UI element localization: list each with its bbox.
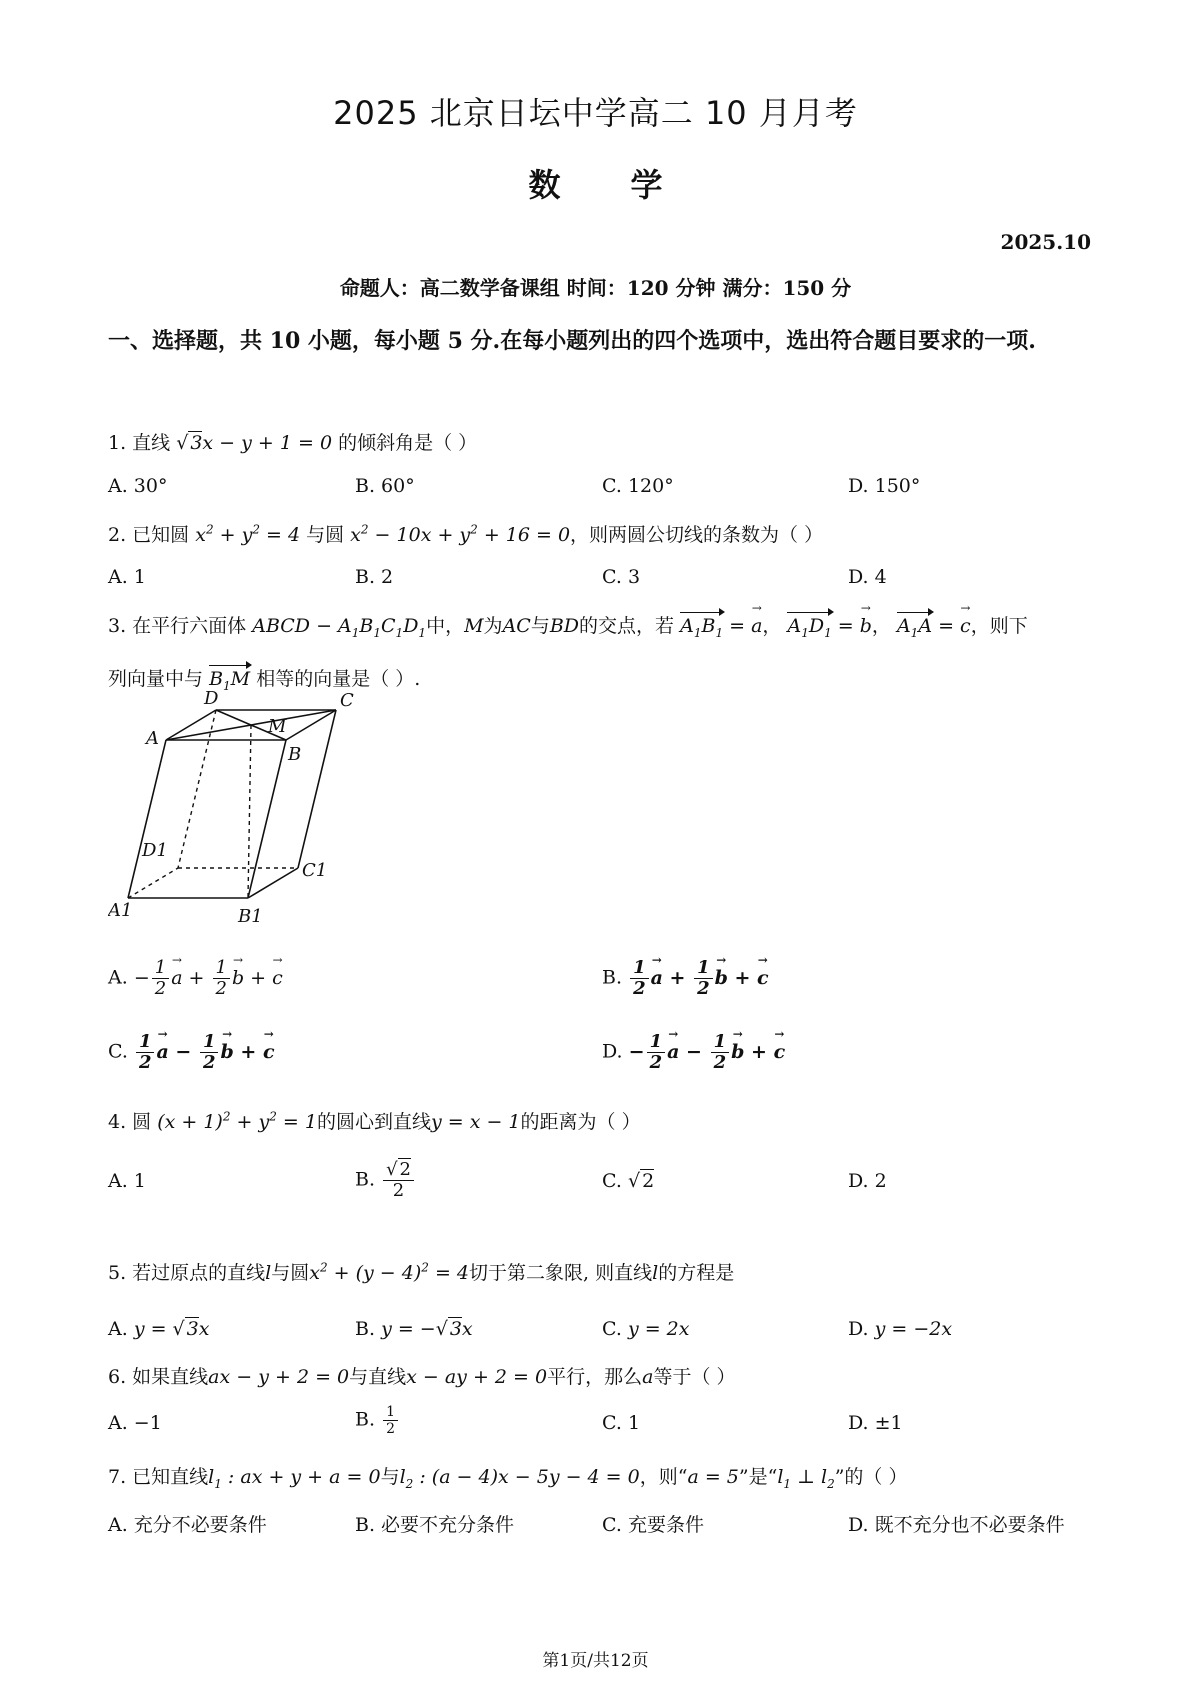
exam-date: 2025.10 xyxy=(1000,230,1091,254)
q7-option-a[interactable]: A. 充分不必要条件 xyxy=(108,1514,267,1536)
q6-option-d[interactable]: D. ±1 xyxy=(848,1412,903,1434)
q4-option-a[interactable]: A. 1 xyxy=(108,1170,146,1192)
q6-option-c[interactable]: C. 1 xyxy=(602,1412,641,1434)
label-m: M xyxy=(268,716,287,737)
q2-option-a[interactable]: A. 1 xyxy=(108,566,146,588)
edge-cc1 xyxy=(298,710,336,868)
q3-option-a[interactable]: A. − $\frac{1}{2}$ a → + $\frac{1}{2}$ b → + c → xyxy=(108,958,283,999)
edge-b1c1 xyxy=(248,868,298,898)
q1-option-c[interactable]: C. 120° xyxy=(602,475,674,497)
q6-option-a[interactable]: A. −1 xyxy=(108,1412,162,1434)
label-c1: C1 xyxy=(302,860,328,881)
label-c: C xyxy=(340,690,354,711)
q2-option-b[interactable]: B. 2 xyxy=(355,566,394,588)
q2-option-c[interactable]: C. 3 xyxy=(602,566,641,588)
m-b1-hidden xyxy=(248,725,251,898)
q7-option-c[interactable]: C. 充要条件 xyxy=(602,1514,704,1536)
edge-a1d1-hidden xyxy=(128,868,178,898)
label-a: A xyxy=(146,728,159,749)
exam-meta: 命题人：高二数学备课组 时间：120 分钟 满分：150 分 xyxy=(339,276,852,300)
section-heading: 一、选择题，共 10 小题，每小题 5 分.在每小题列出的四个选项中，选出符合题目要求的一项. xyxy=(108,328,1036,354)
edge-bb1 xyxy=(248,740,286,898)
q5-option-d[interactable]: D. y = −2x xyxy=(848,1318,953,1340)
q4-option-c[interactable]: C. √ 2 xyxy=(602,1170,655,1192)
label-b: B xyxy=(288,744,302,765)
q7-option-b[interactable]: B. 必要不充分条件 xyxy=(355,1514,515,1536)
question-4: 4. 圆 $(x + 1)^2 + y^2 = 1$的圆心到直线y = x − 1的距离为（ ） xyxy=(108,1109,641,1133)
question-2: 2. 已知圆 $x^2 + y^2 = 4$ 与圆 $x^2 - 10x + y^2 + 16 = 0$，则两圆公切线的条数为（ ） xyxy=(108,522,824,546)
q4-option-d[interactable]: D. 2 xyxy=(848,1170,887,1192)
q2-option-d[interactable]: D. 4 xyxy=(848,566,887,588)
question-3-line-1: 3. 在平行六面体 ABCD − $A_1B_1C_1D_1$中，M为AC与BD的交点，若 $A_1B_1 = a$ →， $A_1D_1 = b$ →， $A_1A = c$ →，则下 xyxy=(108,611,1028,640)
q7-option-d[interactable]: D. 既不充分也不必要条件 xyxy=(848,1514,1065,1536)
question-7: 7. 已知直线$l_1$ : ax + y + a = 0与$l_2$ : (a − 4)x − 5y − 4 = 0，则“a = 5”是“$l_1$ ⊥ $l_2$”的（ ） xyxy=(108,1466,908,1491)
q5-option-a[interactable]: A. y = √ 3x xyxy=(108,1318,210,1340)
q1-option-b[interactable]: B. 60° xyxy=(355,475,415,497)
exam-title: 2025 北京日坛中学高二 10 月月考 xyxy=(333,94,858,132)
label-d: D xyxy=(204,690,219,709)
label-a1: A1 xyxy=(108,900,133,921)
question-6: 6. 如果直线ax − y + 2 = 0与直线x − ay + 2 = 0平行，那么a等于（ ） xyxy=(108,1366,736,1388)
question-5: 5. 若过原点的直线l与圆$x^2 + (y - 4)^2 = 4$切于第二象限, 则直线l的方程是 xyxy=(108,1260,735,1284)
q4-option-b[interactable]: B. $\frac{√ 2}{2}$ xyxy=(355,1160,416,1201)
edge-dd1-hidden xyxy=(178,710,216,868)
q1-option-d[interactable]: D. 150° xyxy=(848,475,921,497)
page-footer: 第1页/共12页 xyxy=(542,1651,649,1671)
q5-option-c[interactable]: C. y = 2x xyxy=(602,1318,690,1340)
q1-option-a[interactable]: A. 30° xyxy=(108,475,168,497)
q3-option-c[interactable]: C. $\frac{1}{2}$ a → − $\frac{1}{2}$ b → + c → xyxy=(108,1032,275,1073)
question-1: 1. 直线 √ 3x − y + 1 = 0 的倾斜角是（ ） xyxy=(108,432,478,454)
q6-option-b[interactable]: B. $\frac{1}{2}$ xyxy=(355,1404,400,1437)
edge-aa1 xyxy=(128,740,166,898)
q5-option-b[interactable]: B. y = −√ 3x xyxy=(355,1318,473,1340)
q3-option-d[interactable]: D. − $\frac{1}{2}$ a → − $\frac{1}{2}$ b → + c → xyxy=(602,1032,785,1073)
label-d1: D1 xyxy=(142,840,168,861)
label-b1: B1 xyxy=(238,906,263,927)
question-3-line-2: 列向量中与 $B_1M$ 相等的向量是（ ）. xyxy=(108,668,421,693)
q3-option-b[interactable]: B. $\frac{1}{2}$ a → + $\frac{1}{2}$ b → + c → xyxy=(602,958,769,999)
parallelepiped-figure xyxy=(108,690,368,930)
exam-subject: 数学 xyxy=(528,166,733,204)
